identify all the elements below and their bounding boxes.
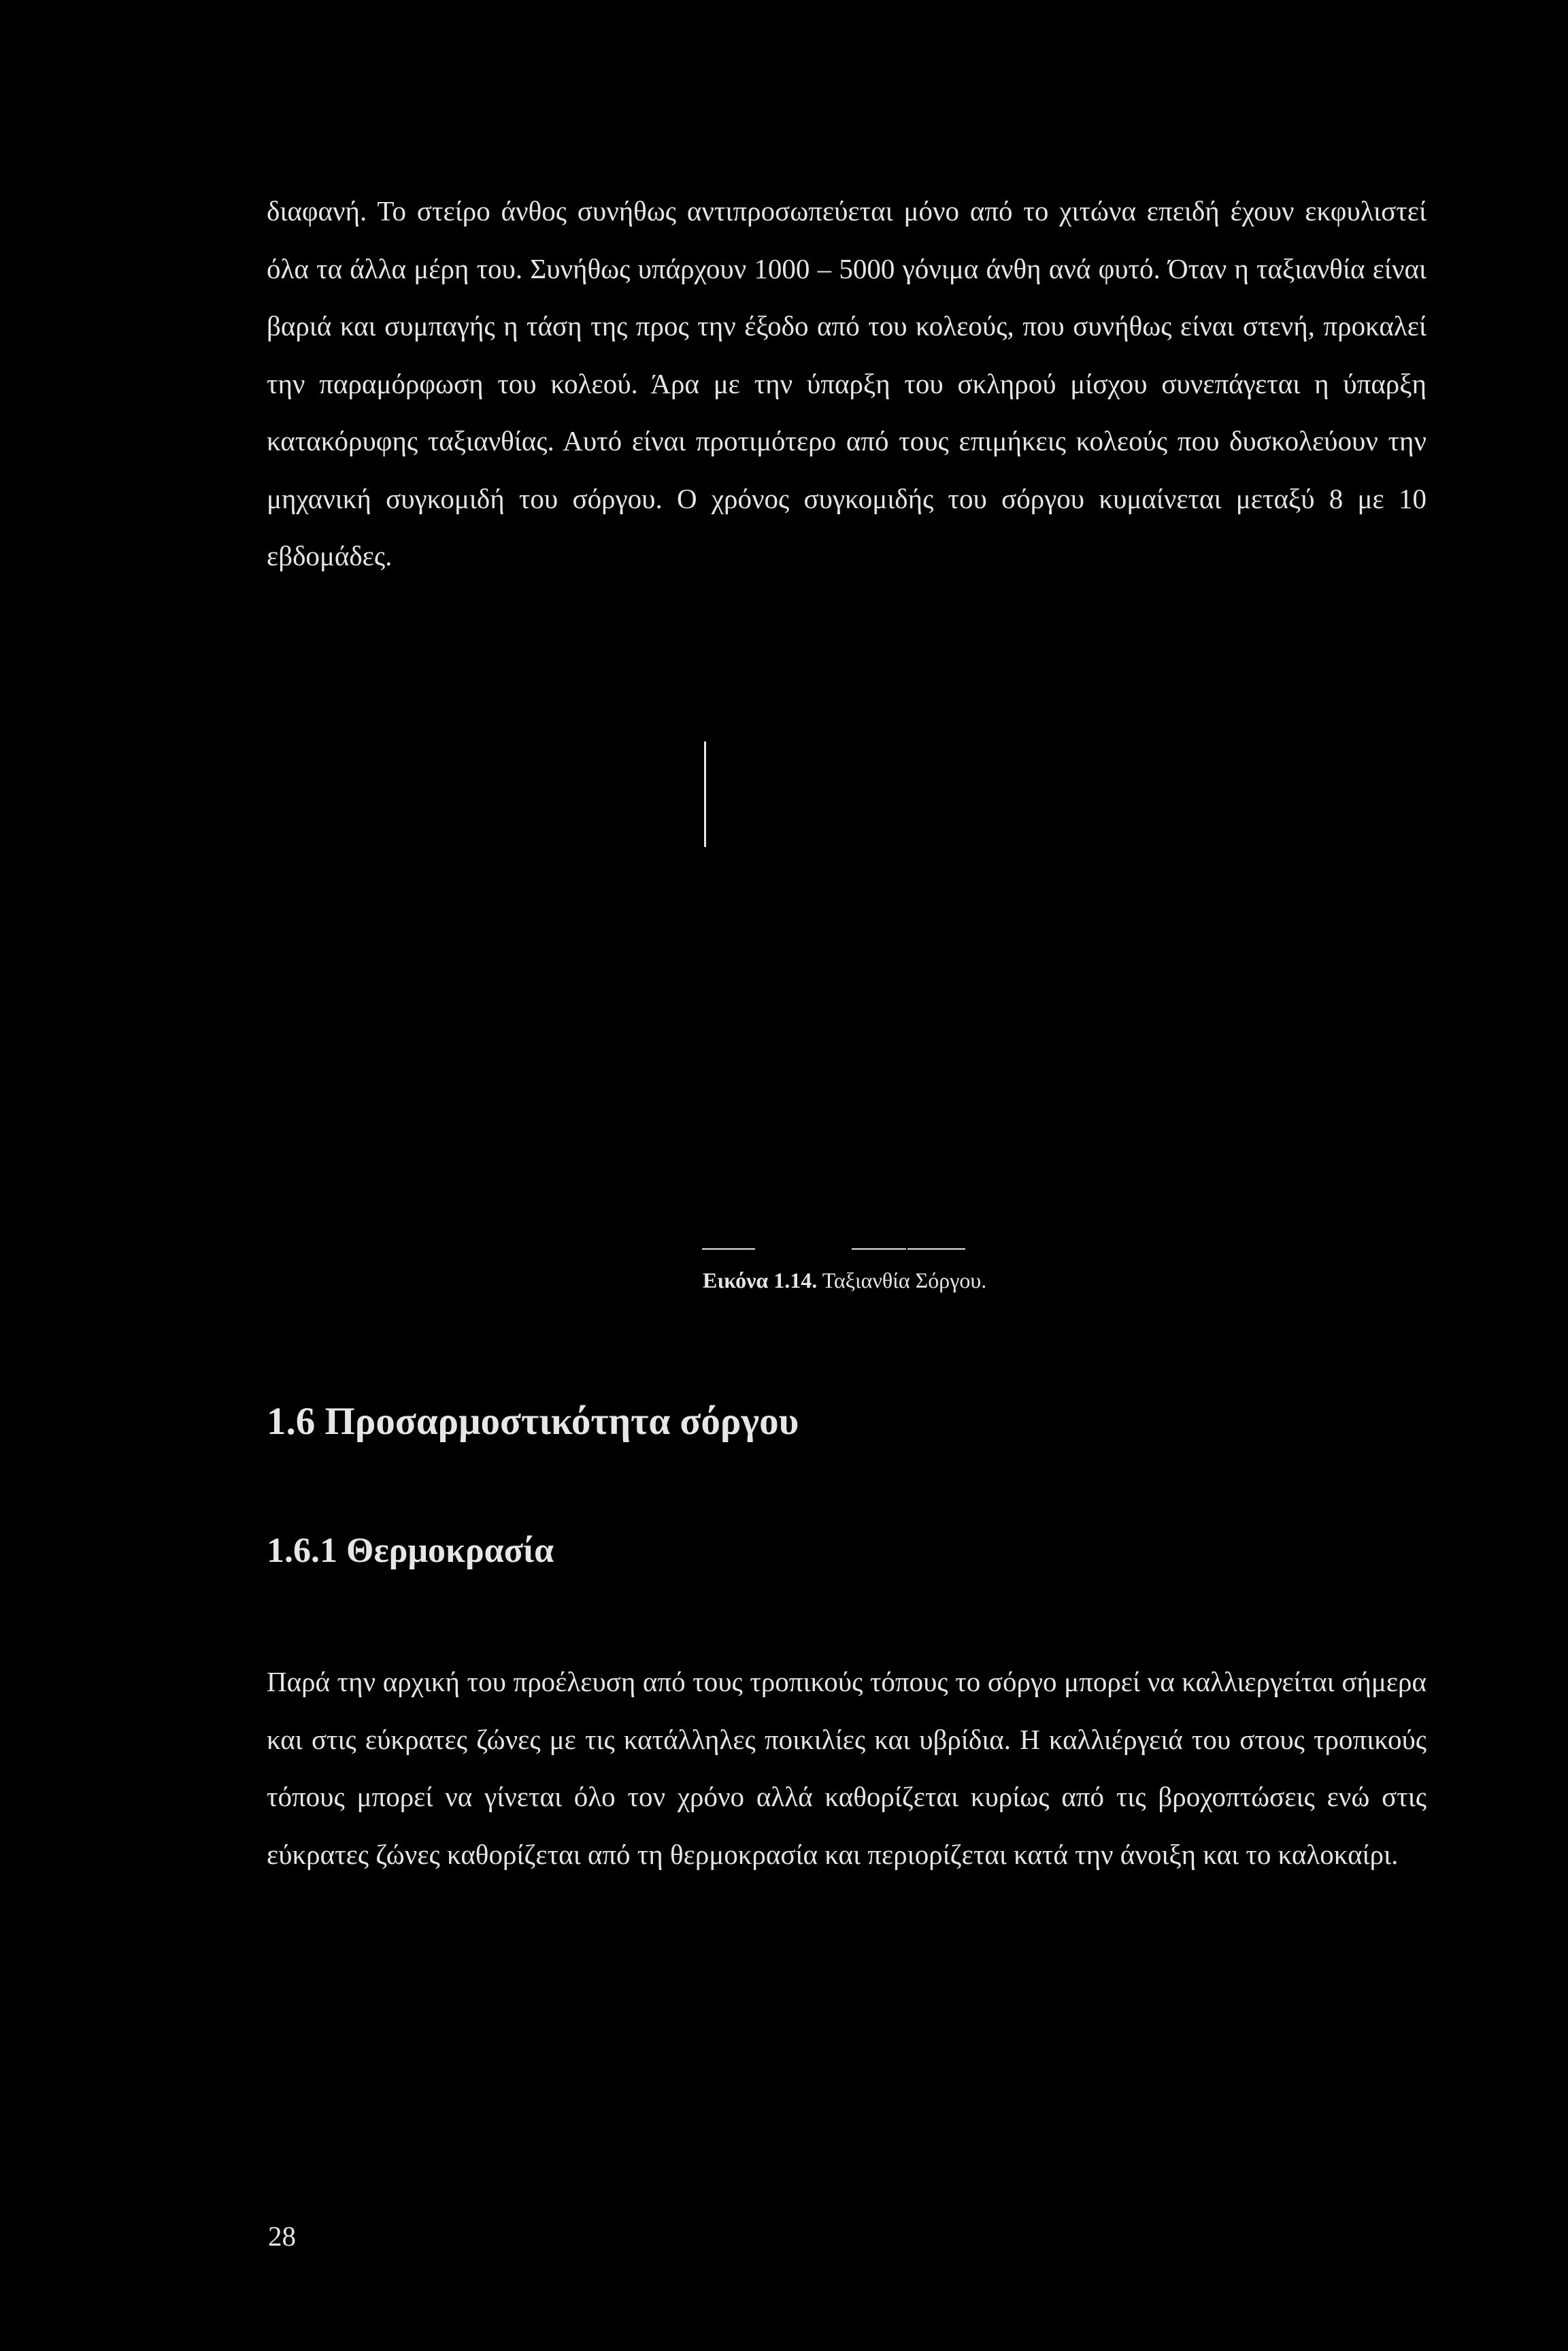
subsection-heading: 1.6.1 Θερμοκρασία [267,1531,554,1570]
body-paragraph-top: διαφανή. Το στείρο άνθος συνήθως αντιπροσωπεύεται μόνο από το χιτώνα επειδή έχουν εκφυλιστεί όλα τα άλλα μέρη του. Συνήθως υπάρχουν 1000 – 5000 γόνιμα άνθη ανά φυτό. Όταν η ταξιανθία είναι βαριά και συμπαγής η τάση της προς την έξοδο από του κολεούς, που συνήθως είναι στενή, προκαλεί την παραμόρφωση του κολεού. Άρα με την ύπαρξη του σκληρού μίσχου συνεπάγεται η ύπαρξη κατακόρυφης ταξιανθίας. Αυτό είναι προτιμότερο από τους επιμήκεις κολεούς που δυσκολεύουν την μηχανική συγκομιδή του σόργου. Ο χρόνος συγκομιδής του σόργου κυμαίνεται μεταξύ 8 με 10 εβδομάδες. [267,195,1427,571]
figure-stem-line [704,741,706,847]
body-paragraph-bottom: Παρά την αρχική του προέλευση από τους τροπικούς τόπους το σόργο μπορεί να καλλιεργείται σήμερα και στις εύκρατες ζώνες με τις κατάλληλες ποικιλίες και υβρίδια. Η καλλιέργειά του στους τροπικούς τόπους μπορεί να γίνεται όλο τον χρόνο αλλά καθορίζεται κυρίως από τις βροχοπτώσεις ενώ στις εύκρατες ζώνες καθορίζεται από τη θερμοκρασία και περιορίζεται κατά την άνοιξη και το καλοκαίρι. [267,1666,1427,1870]
figure-caption [703,1267,986,1294]
figure-scale-line [907,1248,965,1250]
figure-caption-text: Ταξιανθία Σόργου. [822,1268,987,1293]
figure-image-area [267,721,1427,1265]
figure-caption-label: Εικόνα 1.14. [703,1268,818,1293]
page-number: 28 [268,2220,296,2252]
figure-scale-line [702,1248,755,1250]
section-heading: 1.6 Προσαρμοστικότητα σόργου [267,1400,799,1443]
figure-scale-line [852,1248,906,1250]
